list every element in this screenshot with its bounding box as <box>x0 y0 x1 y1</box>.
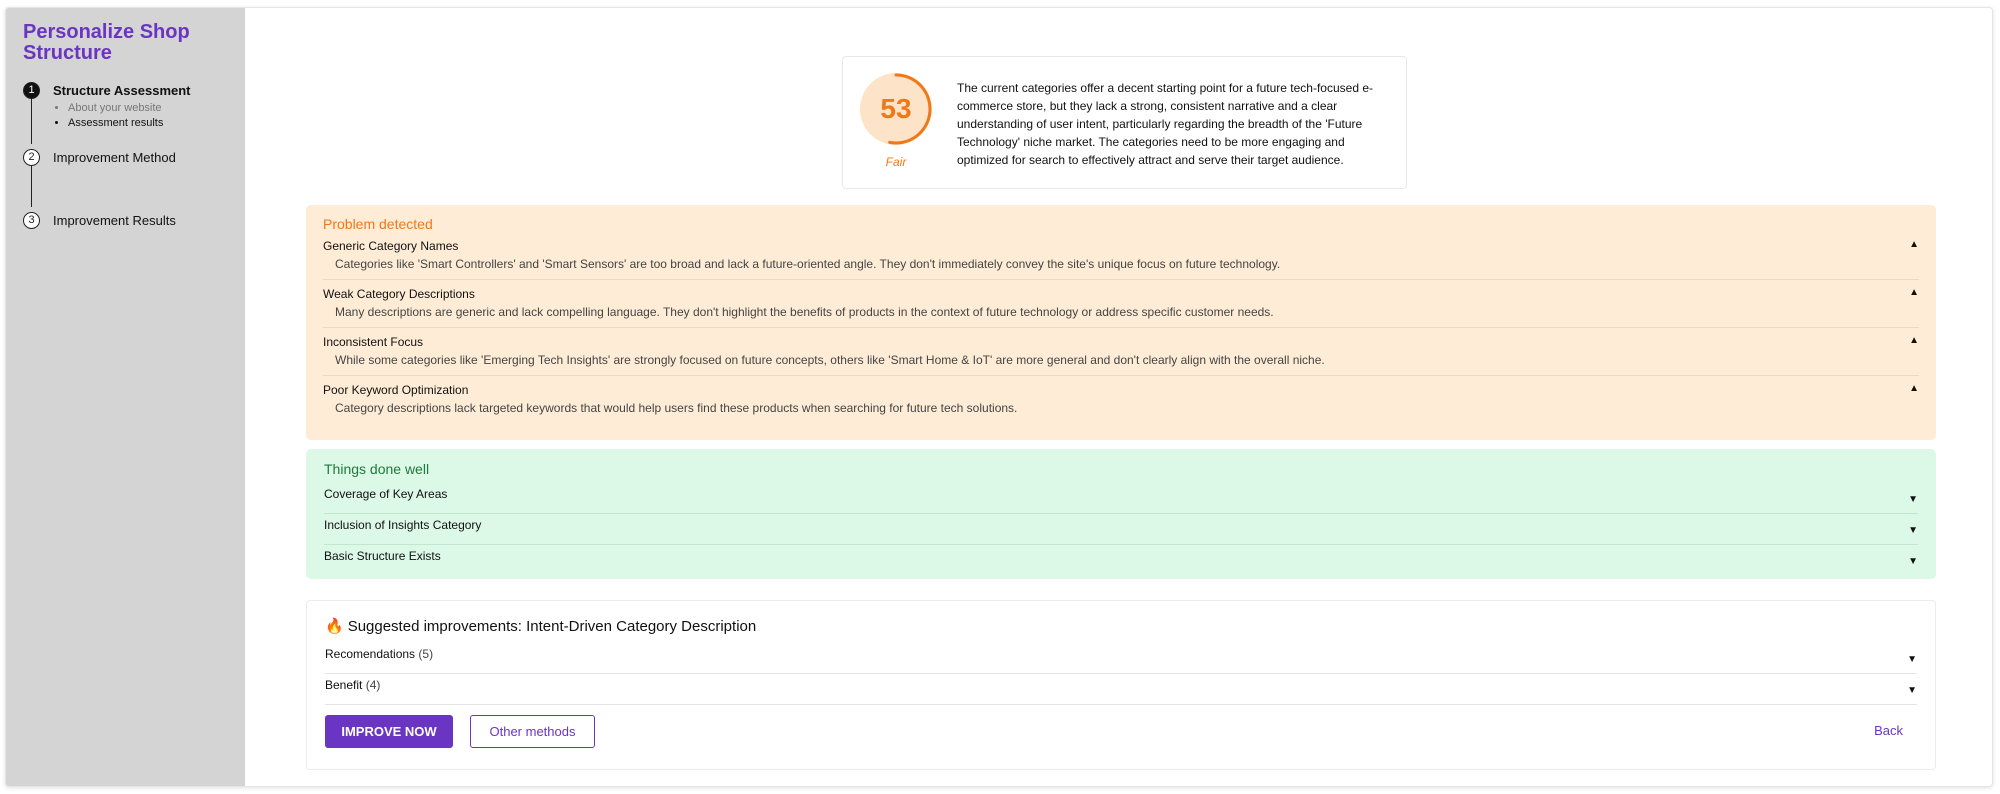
things-done-well-panel <box>306 449 1936 579</box>
good-item[interactable] <box>324 483 1918 514</box>
problem-item-description: Category descriptions lack targeted keywords that would help users find these products when searching for future tech solutions. <box>335 401 1018 415</box>
improvements-heading <box>325 617 1917 635</box>
improvements-title: Suggested improvements: Intent-Driven Category Description <box>347 617 757 635</box>
substep-about-website[interactable]: • About your website <box>68 101 228 116</box>
substep-assessment-results[interactable]: • Assessment results <box>68 116 228 131</box>
recommendations-accordion[interactable] <box>325 643 1917 674</box>
substep-list <box>68 101 228 131</box>
score-summary: The current categories offer a decent starting point for a future tech-focused e-commerce store, but they lack a strong, consistent narrative and a clear understanding of user intent, particularly regarding the breadth of the 'Future Technology' niche market. The categories need to be more engaging and optimized for search to effectively attract and serve their target audience. <box>957 81 1374 167</box>
step-structure-assessment[interactable] <box>23 81 228 99</box>
problem-item[interactable] <box>323 334 1919 376</box>
problem-item-title: Weak Category Descriptions <box>323 287 475 301</box>
problem-item[interactable] <box>323 238 1919 280</box>
chevron-down-icon[interactable]: ▼ <box>1908 556 1918 567</box>
problem-item-description: While some categories like 'Emerging Tech Insights' are strongly focused on future concepts, others like 'Smart Home & IoT' are more general and don't clearly align with the overall niche. <box>335 353 1325 367</box>
chevron-down-icon[interactable]: ▼ <box>1907 685 1917 696</box>
sidebar-title: Personalize Shop Structure <box>23 21 190 64</box>
good-item[interactable] <box>324 545 1918 576</box>
suggested-improvements-card <box>306 600 1936 770</box>
problem-item-description: Categories like 'Smart Controllers' and 'Smart Sensors' are too broad and lack a future-oriented angle. They don't immediately convey the site's unique focus on future technology. <box>335 257 1281 271</box>
action-row <box>325 715 1917 749</box>
chevron-down-icon[interactable]: ▼ <box>1908 525 1918 536</box>
benefit-label: Benefit <box>325 678 363 692</box>
step-improvement-method[interactable] <box>23 148 228 166</box>
problem-item[interactable] <box>323 382 1919 423</box>
step-connector <box>31 98 32 144</box>
good-item-label: Basic Structure Exists <box>324 549 441 563</box>
problem-item-title: Poor Keyword Optimization <box>323 383 469 397</box>
good-panel-title: Things done well <box>324 461 430 477</box>
chevron-down-icon[interactable]: ▼ <box>1908 494 1918 505</box>
benefit-count: (4) <box>365 678 381 692</box>
chevron-up-icon[interactable]: ▲ <box>1909 239 1919 250</box>
recommendations-label: Recomendations <box>325 647 416 661</box>
chevron-down-icon[interactable]: ▼ <box>1907 654 1917 665</box>
problem-detected-panel <box>306 205 1936 440</box>
sidebar <box>6 8 245 786</box>
stepper <box>23 81 228 229</box>
problem-item-title: Generic Category Names <box>323 239 459 253</box>
step-number: 2 <box>23 149 40 166</box>
score-card <box>842 56 1407 189</box>
chevron-up-icon[interactable]: ▲ <box>1909 335 1919 346</box>
step-improvement-results[interactable] <box>23 211 228 229</box>
chevron-up-icon[interactable]: ▲ <box>1909 383 1919 394</box>
other-methods-button[interactable]: Other methods <box>470 715 595 748</box>
step-connector <box>31 162 32 207</box>
step-number: 3 <box>23 212 40 229</box>
step-label: Structure Assessment <box>53 82 191 98</box>
app-window <box>5 7 1993 787</box>
improve-now-button[interactable]: IMPROVE NOW <box>325 715 453 748</box>
score-grade: Fair <box>885 155 907 169</box>
step-number: 1 <box>23 82 40 99</box>
fire-icon: 🔥 <box>325 618 344 635</box>
step-label: Improvement Method <box>53 149 176 165</box>
good-item-label: Inclusion of Insights Category <box>324 518 482 532</box>
back-link[interactable]: Back <box>1874 723 1903 738</box>
step-label: Improvement Results <box>53 212 176 228</box>
good-item[interactable] <box>324 514 1918 545</box>
problem-item-description: Many descriptions are generic and lack compelling language. They don't highlight the benefits of products in the context of future technology or address specific customer needs. <box>335 305 1274 319</box>
benefit-accordion[interactable] <box>325 674 1917 705</box>
problem-item[interactable] <box>323 286 1919 328</box>
good-item-label: Coverage of Key Areas <box>324 487 448 501</box>
problem-panel-title: Problem detected <box>323 216 433 232</box>
problem-item-title: Inconsistent Focus <box>323 335 424 349</box>
main-content <box>245 8 1992 786</box>
score-value: 53 <box>880 93 912 124</box>
recommendations-count: (5) <box>418 647 434 661</box>
chevron-up-icon[interactable]: ▲ <box>1909 287 1919 298</box>
